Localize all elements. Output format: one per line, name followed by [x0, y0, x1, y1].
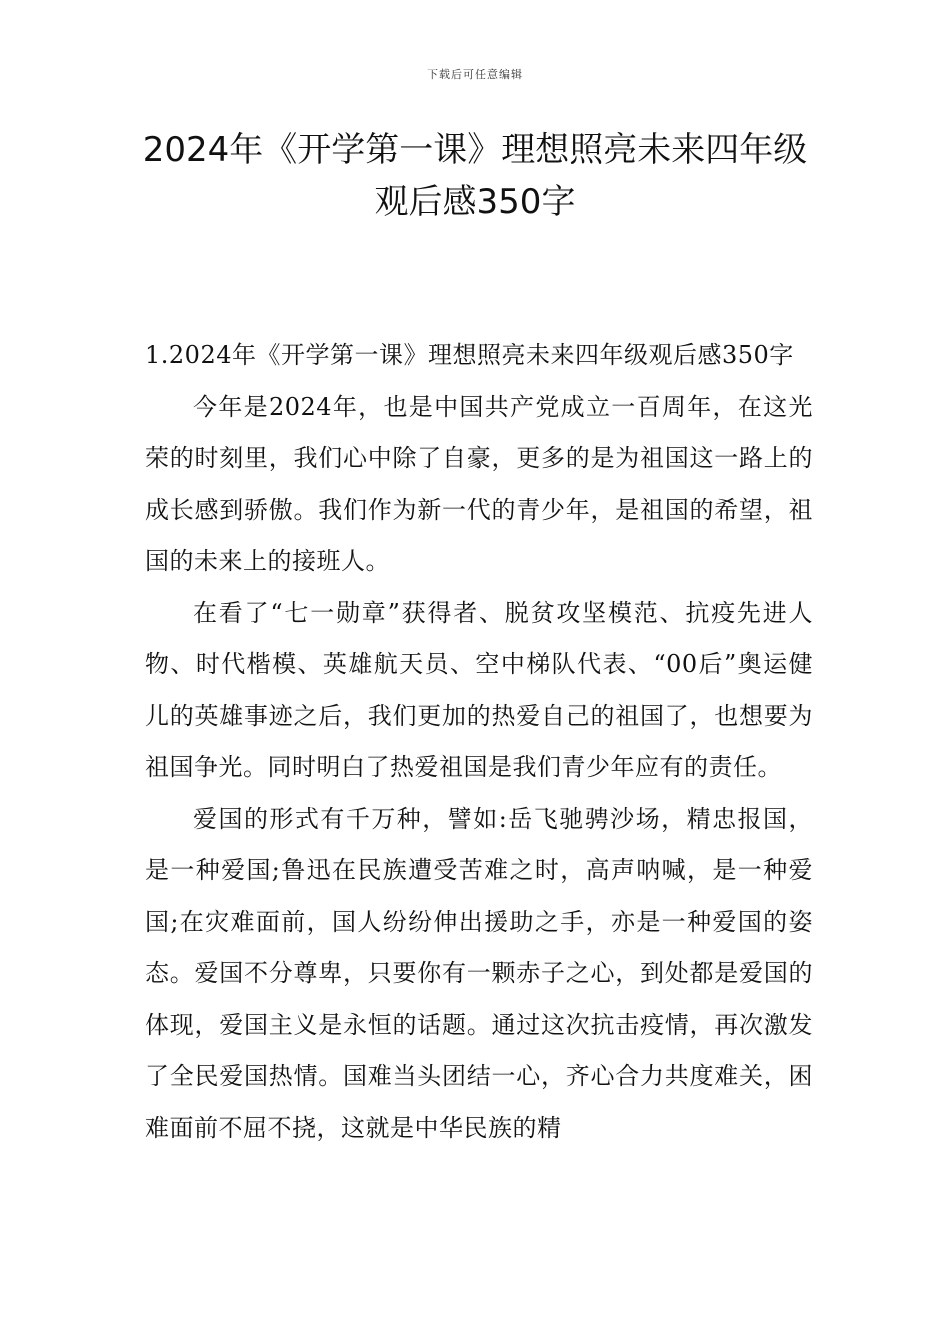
paragraph: 爱国的形式有千万种，譬如:岳飞驰骋沙场，精忠报国，是一种爱国;鲁迅在民族遭受苦难之时，高声呐喊，是一种爱国;在灾难面前，国人纷纷伸出援助之手，亦是一种爱国的姿态。爱国不分尊卑，只要你有一颗赤子之心，到处都是爱国的体现，爱国主义是永恒的话题。通过这次抗击疫情，再次激发了全民爱国热情。国难当头团结一心，齐心合力共度难关，困难面前不屈不挠，这就是中华民族的精: [145, 804, 813, 1142]
header-note: 下载后可任意编辑: [427, 68, 523, 81]
paragraph-heading: 1.2024年《开学第一课》理想照亮未来四年级观后感350字: [145, 341, 794, 369]
paragraph: 在看了“七一勋章”获得者、脱贫攻坚模范、抗疫先进人物、时代楷模、英雄航天员、空中梯队代表、“00后”奥运健儿的英雄事迹之后，我们更加的热爱自己的祖国了，也想要为祖国争光。同时明白了热爱祖国是我们青少年应有的责任。: [145, 598, 813, 781]
document-body: [145, 330, 813, 1154]
paragraph: 今年是2024年，也是中国共产党成立一百周年，在这光荣的时刻里，我们心中除了自豪，更多的是为祖国这一路上的成长感到骄傲。我们作为新一代的青少年，是祖国的希望，祖国的未来上的接班人。: [145, 392, 813, 575]
document-title: 2024年《开学第一课》理想照亮未来四年级观后感350字: [142, 130, 808, 222]
